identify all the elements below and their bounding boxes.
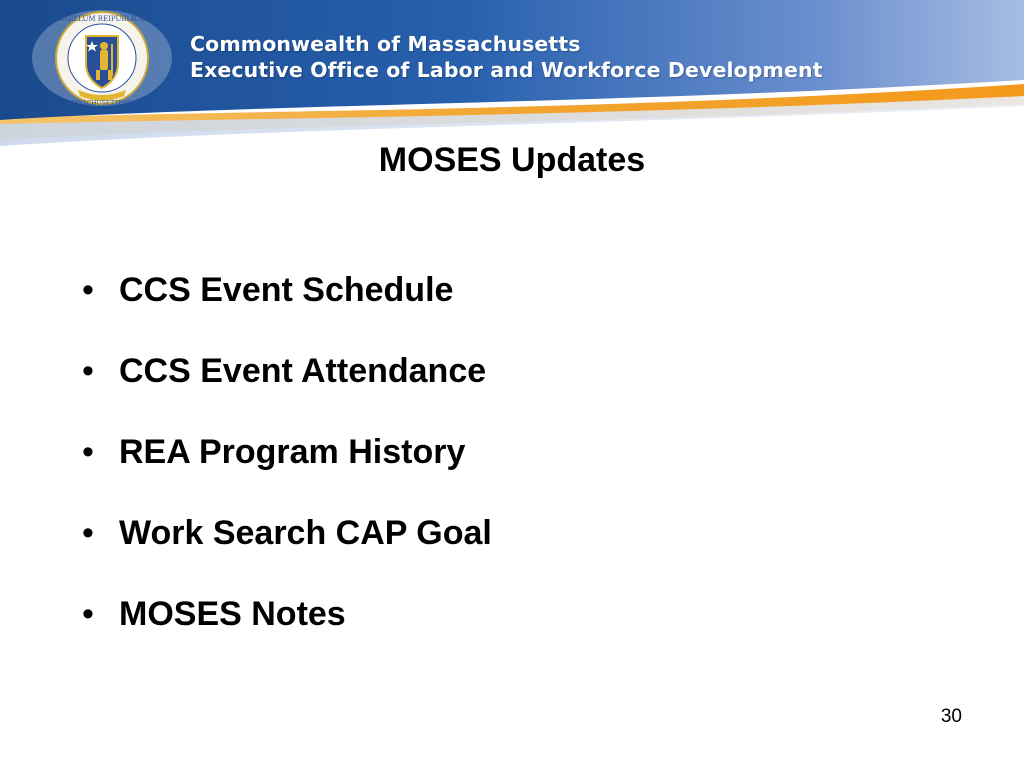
bullet-icon: • [82, 433, 94, 471]
massachusetts-seal-icon [30, 8, 174, 108]
seal-text-bottom: MASSACHUSETTENSIS. [63, 100, 141, 107]
header-line-2: Executive Office of Labor and Workforce Development [190, 58, 823, 82]
bullet-icon: • [82, 595, 94, 633]
bullet-icon: • [82, 352, 94, 390]
bullet-text: Work Search CAP Goal [119, 514, 492, 552]
header-titles [190, 31, 823, 83]
header-banner [0, 0, 1024, 150]
slide-title: MOSES Updates [378, 141, 646, 179]
header-line-1: Commonwealth of Massachusetts [190, 32, 581, 56]
bullet-icon: • [82, 514, 94, 552]
bullet-text: MOSES Notes [119, 595, 346, 633]
bullet-text: REA Program History [119, 433, 466, 471]
bullet-text: CCS Event Attendance [119, 352, 487, 390]
bullet-text: CCS Event Schedule [119, 271, 454, 309]
bullet-icon: • [82, 271, 94, 309]
seal-text-top: SIGILLUM REIPUBLICÆ [57, 15, 147, 23]
page-number: 30 [940, 706, 962, 727]
